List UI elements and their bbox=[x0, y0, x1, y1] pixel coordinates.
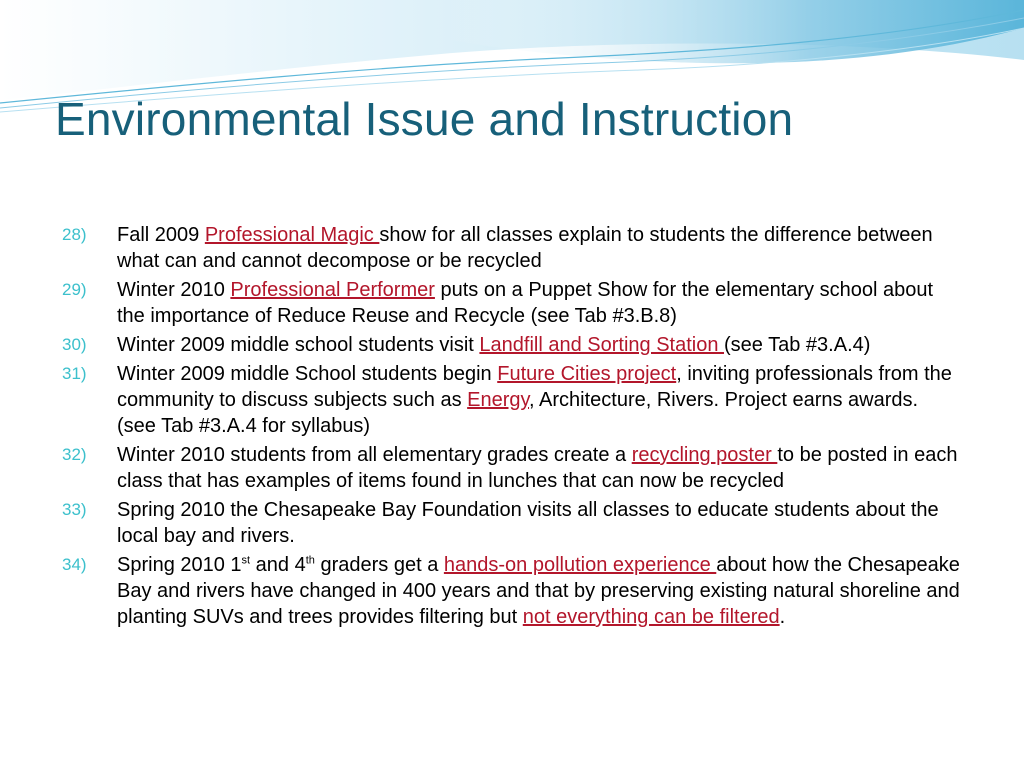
text-run: about how the Chesapeake Bay and rivers have changed in 400 years and that by preserving existing natural shoreline and planting SUVs and trees provides filtering but bbox=[117, 554, 960, 628]
item-number: 30) bbox=[62, 335, 87, 354]
numbered-list bbox=[62, 222, 962, 633]
item-text bbox=[117, 363, 952, 437]
hyperlink[interactable]: Future Cities project bbox=[497, 363, 677, 385]
list-item bbox=[62, 222, 962, 274]
slide-title: Environmental Issue and Instruction bbox=[55, 93, 794, 145]
item-number: 31) bbox=[62, 364, 87, 383]
superscript: th bbox=[305, 554, 315, 567]
hyperlink[interactable]: hands-on pollution experience bbox=[443, 554, 717, 576]
list-item bbox=[62, 552, 962, 630]
text-run: puts on a Puppet Show for the elementary school about the importance of Reduce Reuse and Recycle (see Tab #3.B.8) bbox=[117, 279, 934, 327]
list-item bbox=[62, 442, 962, 494]
item-text bbox=[117, 224, 933, 272]
text-run: graders get a bbox=[314, 554, 444, 576]
text-run: , Architecture, Rivers. Project earns awards. (see Tab #3.A.4 for syllabus) bbox=[117, 389, 919, 437]
item-text bbox=[117, 499, 939, 547]
list-item bbox=[62, 332, 962, 358]
text-run: . bbox=[779, 606, 786, 628]
hyperlink[interactable]: Professional Performer bbox=[230, 279, 435, 301]
hyperlink[interactable]: Energy bbox=[467, 389, 530, 411]
item-number: 32) bbox=[62, 445, 87, 464]
list-item bbox=[62, 277, 962, 329]
text-run: (see Tab #3.A.4) bbox=[724, 334, 871, 356]
text-run: and 4 bbox=[250, 554, 306, 576]
item-text bbox=[117, 554, 960, 628]
text-run: , inviting professionals from the community to discuss subjects such as bbox=[117, 363, 952, 411]
item-number: 34) bbox=[62, 555, 87, 574]
text-run: to be posted in each class that has examples of items found in lunches that can now be recycled bbox=[117, 444, 958, 492]
superscript: st bbox=[241, 554, 251, 567]
item-number: 28) bbox=[62, 225, 87, 244]
text-run: show for all classes explain to students the difference between what can and cannot decompose or be recycled bbox=[117, 224, 933, 272]
hyperlink[interactable]: Professional Magic bbox=[204, 224, 380, 246]
text-run: Fall 2009 bbox=[117, 224, 205, 246]
hyperlink[interactable]: Landfill and Sorting Station bbox=[479, 334, 725, 356]
item-number: 29) bbox=[62, 280, 87, 299]
text-run: Winter 2009 middle school students visit bbox=[117, 334, 480, 356]
text-run: Spring 2010 1 bbox=[117, 554, 242, 576]
item-text bbox=[117, 444, 957, 492]
item-text bbox=[117, 334, 870, 356]
hyperlink[interactable]: recycling poster bbox=[631, 444, 778, 466]
list-item bbox=[62, 361, 962, 439]
text-run: Winter 2010 bbox=[117, 279, 231, 301]
text-run: Spring 2010 the Chesapeake Bay Foundation visits all classes to educate students about the local bay and rivers. bbox=[117, 499, 939, 547]
list-item bbox=[62, 497, 962, 549]
text-run: Winter 2010 students from all elementary grades create a bbox=[117, 444, 632, 466]
hyperlink[interactable]: not everything can be filtered bbox=[522, 606, 780, 628]
item-text bbox=[117, 279, 933, 327]
text-run: Winter 2009 middle School students begin bbox=[117, 363, 498, 385]
item-number: 33) bbox=[62, 500, 87, 519]
